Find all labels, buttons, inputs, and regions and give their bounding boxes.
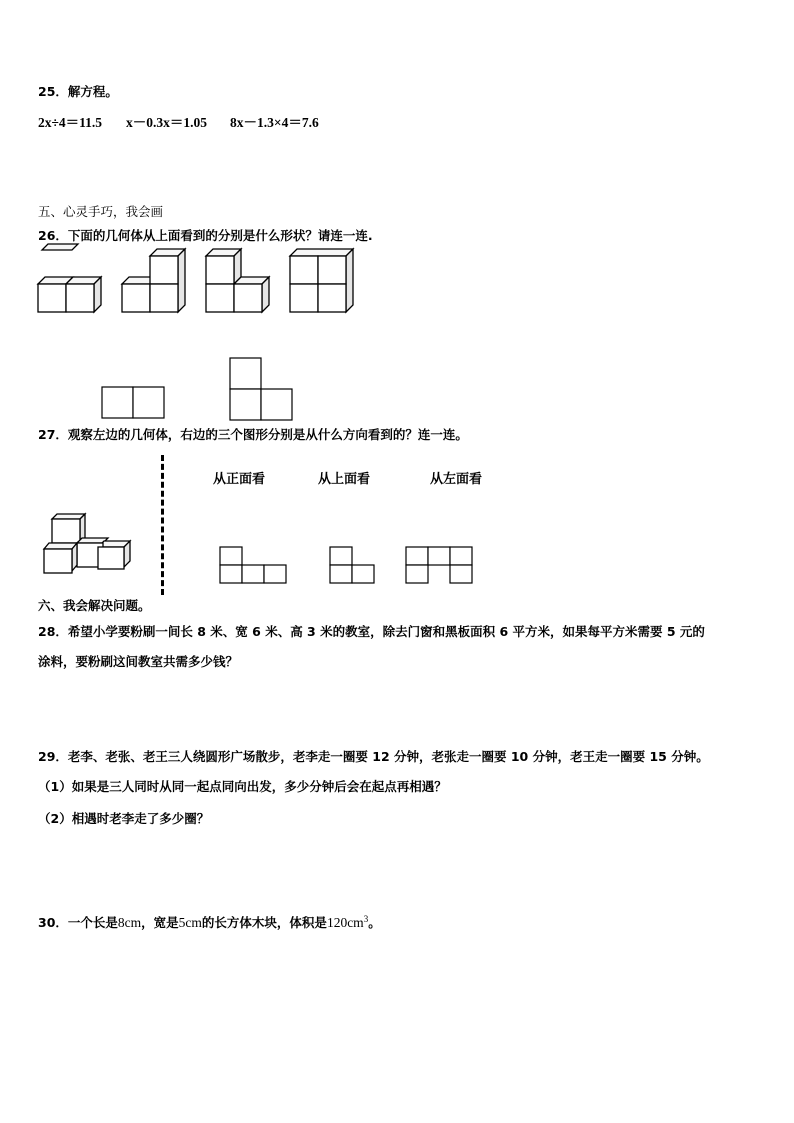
q28-line-2: 涂料，要粉刷这间教室共需多少钱？ — [38, 654, 239, 669]
q29-sub-2: （2）相遇时老李走了多少圈？ — [38, 811, 210, 826]
q30-width: 5cm — [178, 915, 202, 931]
q30-part-3: 的长方体木块，体积是 — [201, 915, 327, 931]
q28-line-1: 28．希望小学要粉刷一间长 8 米、宽 6 米、高 3 米的教室，除去门窗和黑板面积 6 平方米，如果每平方米需要 5 元的 — [38, 624, 705, 639]
q30-text — [38, 911, 381, 931]
q30-exponent: 3 — [363, 914, 369, 924]
q30-part-1: 30．一个长是 — [38, 915, 118, 931]
q30-length: 8cm — [117, 915, 142, 931]
q27-view-2 — [328, 545, 376, 585]
q30-part-4: 。 — [368, 915, 381, 931]
q30-part-2: ，宽是 — [141, 915, 179, 931]
q26-solid-4 — [288, 250, 358, 318]
q26-view-1 — [100, 385, 166, 421]
q26-view-2 — [228, 356, 294, 422]
section-6-heading: 六、我会解决问题。 — [38, 598, 151, 613]
q27-solid — [40, 505, 145, 580]
q26-text: 26．下面的几何体从上面看到的分别是什么形状？请连一连. — [38, 228, 373, 243]
dashed-divider — [161, 455, 164, 595]
equation-2: x－0.3x＝1.05 — [126, 115, 207, 130]
label-front-view: 从正面看 — [213, 472, 266, 487]
q26-solid-3 — [204, 250, 274, 318]
q25-title: 25．解方程。 — [38, 84, 118, 99]
q29-text: 29．老李、老张、老王三人绕圆形广场散步，老李走一圈要 12 分钟，老张走一圈要 10 分钟，老王走一圈要 15 分钟。 — [38, 749, 709, 764]
equation-3: 8x－1.3×4＝7.6 — [230, 115, 319, 130]
q27-view-3 — [404, 545, 474, 585]
q27-view-1 — [218, 545, 288, 585]
equation-1: 2x÷4＝11.5 — [38, 115, 103, 130]
q29-sub-1: （1）如果是三人同时从同一起点同向出发，多少分钟后会在起点再相遇？ — [38, 779, 447, 794]
q30-volume: 120cm — [326, 915, 364, 931]
label-left-view: 从左面看 — [430, 472, 483, 487]
label-top-view: 从上面看 — [318, 472, 371, 487]
q26-solid-1 — [36, 240, 106, 315]
q26-solid-2 — [120, 250, 190, 318]
q27-text: 27．观察左边的几何体，右边的三个图形分别是从什么方向看到的？连一连。 — [38, 427, 468, 442]
section-5-heading: 五、心灵手巧，我会画 — [38, 204, 164, 219]
